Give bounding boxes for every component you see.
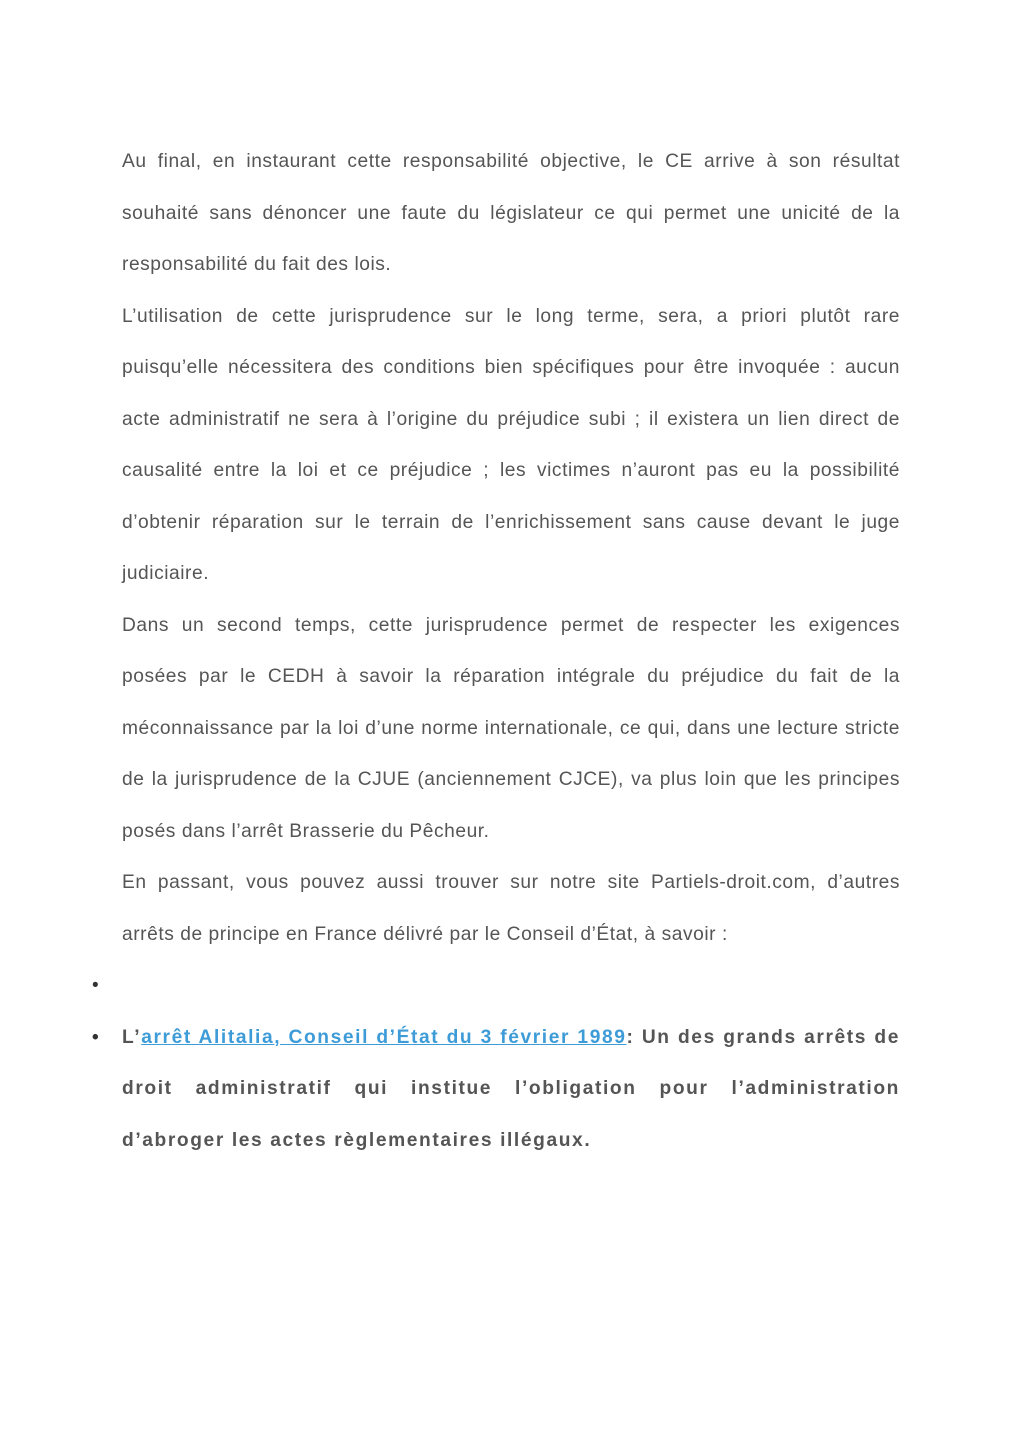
list-item-prefix: L’: [122, 1026, 142, 1048]
paragraph-long-term-use: L’utilisation de cette jurisprudence sur le long terme, sera, a priori plutôt rare puisqu’elle nécessitera des conditions bien spécifiques pour être invoquée : aucun acte administratif ne sera à l’origine du préjudice subi ; il existera un lien direct de causalité entre la loi et ce préjudice ; les victimes n’auront pas eu la possibilité d’obtenir réparation sur le terrain de l’enrichissement sans cause devant le juge judiciaire.: [122, 305, 900, 584]
bullet-marker: •: [92, 975, 99, 996]
list-item-alitalia: [92, 1012, 900, 1167]
alitalia-link[interactable]: arrêt Alitalia, Conseil d’État du 3 février 1989: [141, 1026, 627, 1048]
paragraph-other-rulings: En passant, vous pouvez aussi trouver sur notre site Partiels-droit.com, d’autres arrêts de principe en France délivré par le Conseil d’État, à savoir :: [122, 872, 900, 945]
bullet-marker: •: [92, 1026, 99, 1048]
paragraph-cedh-requirements: Dans un second temps, cette jurisprudence permet de respecter les exigences posées par le CEDH à savoir la réparation intégrale du préjudice du fait de la méconnaissance par la loi d’une norme internationale, ce qui, dans une lecture stricte de la jurisprudence de la CJUE (anciennement CJCE), va plus loin que les principes posés dans l’arrêt Brasserie du Pêcheur.: [122, 614, 900, 842]
list-item-description: : Un des grands arrêts de droit administratif qui institue l’obligation pour l’administration d’abroger les actes règlementaires illégaux.: [122, 1026, 900, 1151]
document-body: [92, 136, 900, 1166]
paragraph-conclusion: Au final, en instaurant cette responsabilité objective, le CE arrive à son résultat souhaité sans dénoncer une faute du législateur ce qui permet une unicité de la responsabilité du fait des lois.: [122, 151, 900, 275]
empty-list-item: [92, 960, 900, 1012]
